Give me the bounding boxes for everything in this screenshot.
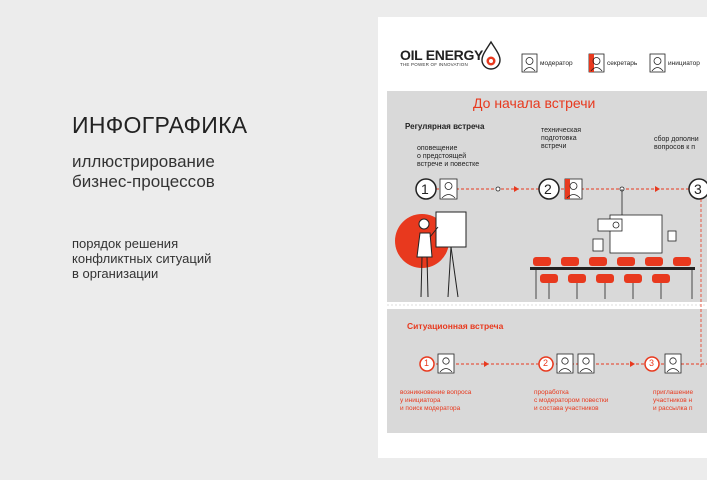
- moderator-avatar-icon: [522, 54, 537, 72]
- situational-step-3-text: приглашение участников н и рассылка п: [653, 389, 694, 412]
- regular-step-3-number: 3: [694, 181, 702, 197]
- situational-step-1-text: возникновение вопроса у инициатора и поиск модератора: [400, 389, 472, 412]
- company-logo: [400, 47, 483, 67]
- secretary-avatar-icon: [589, 54, 604, 72]
- page-subtitle: иллюстрирование бизнес-процессов: [72, 152, 215, 191]
- role-label-secretary: секретарь: [607, 60, 638, 67]
- initiator-avatar-icon: [650, 54, 665, 72]
- situational-step-2-text: проработка с модератором повестки и состава участников: [534, 389, 609, 412]
- situational-step-3-number: 3: [649, 358, 655, 368]
- infographic-preview: [378, 17, 707, 458]
- regular-step-1-number: 1: [421, 181, 429, 197]
- logo-name: OIL ENERGY: [400, 47, 484, 63]
- situational-step-2-number: 2: [543, 358, 549, 368]
- role-label-moderator: модератор: [540, 60, 573, 67]
- situational-step-1-number: 1: [424, 358, 430, 368]
- page-description: порядок решения конфликтных ситуаций в организации: [72, 236, 212, 281]
- oil-drop-icon: [482, 42, 500, 69]
- regular-step-2-text: техническая подготовка встречи: [541, 127, 582, 150]
- section-title: До начала встречи: [473, 95, 596, 111]
- regular-step-3-text: сбор дополни вопросов к п: [654, 136, 699, 151]
- regular-meeting-title: Регулярная встреча: [405, 122, 485, 131]
- role-label-initiator: инициатор: [668, 60, 700, 67]
- regular-step-1-text: оповещение о предстоящей встрече и повестке: [417, 145, 480, 168]
- situational-meeting-title: Ситуационная встреча: [407, 321, 504, 331]
- page-title: ИНФОГРАФИКА: [72, 112, 248, 138]
- logo-tagline: THE POWER OF INNOVATION: [400, 62, 468, 67]
- regular-step-2-number: 2: [544, 181, 552, 197]
